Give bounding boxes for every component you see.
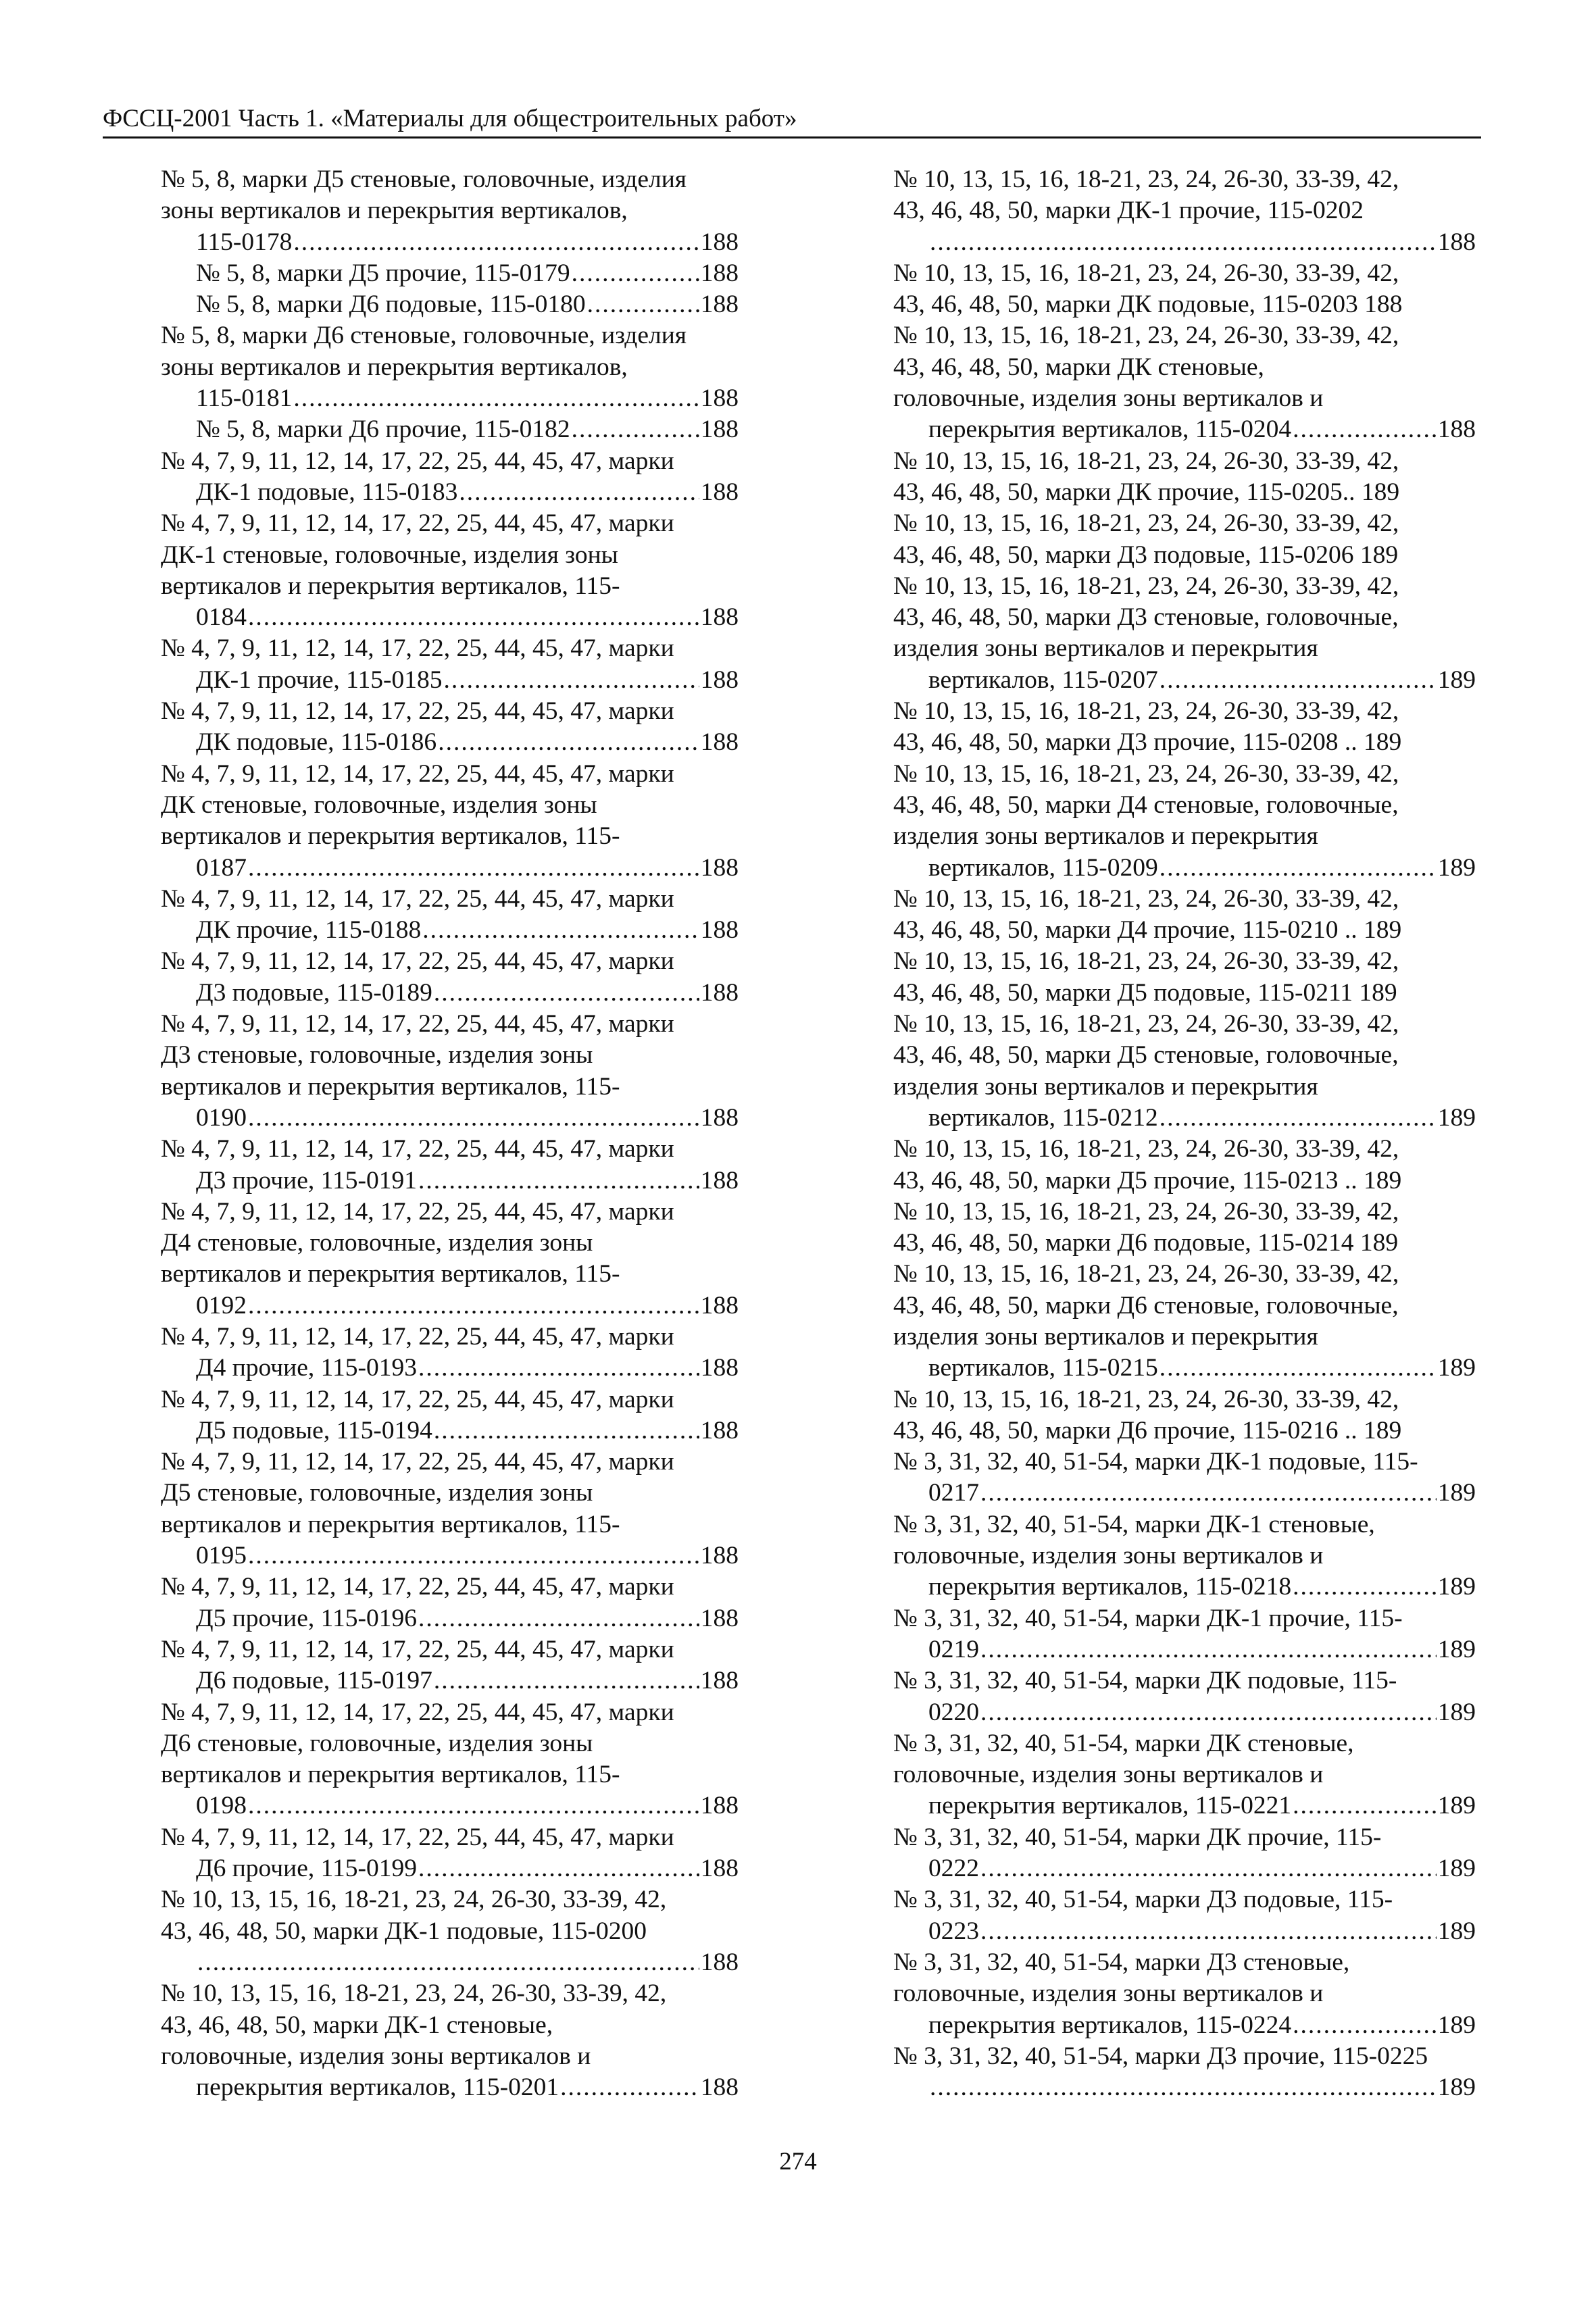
- dot-leader: [572, 258, 699, 289]
- entry-leader-line: [196, 1540, 739, 1571]
- entry-text: 0198: [196, 1792, 247, 1820]
- entry-line: № 5, 8, марки Д5 стеновые, головочные, изделия: [161, 166, 687, 193]
- entry-line: № 4, 7, 9, 11, 12, 14, 17, 22, 25, 44, 45, 47, марки: [161, 634, 674, 663]
- index-entry: [161, 759, 739, 884]
- entry-line: изделия зоны вертикалов и перекрытия: [893, 634, 1318, 663]
- entry-page-number: 188: [700, 384, 739, 413]
- entry-line: № 4, 7, 9, 11, 12, 14, 17, 22, 25, 44, 45, 47, марки: [161, 697, 674, 726]
- entry-page-number: 189: [1437, 1917, 1476, 1945]
- entry-text: 0223: [928, 1917, 979, 1945]
- entry-page-number: 189: [1437, 1635, 1476, 1663]
- index-column-left: [161, 164, 739, 2103]
- entry-leader-line: [196, 227, 739, 258]
- index-entry: [161, 1822, 739, 1885]
- index-entry: [893, 1259, 1476, 1384]
- entry-text: 0220: [928, 1698, 979, 1726]
- entry-line: изделия зоны вертикалов и перекрытия: [893, 1322, 1318, 1351]
- index-entry: [893, 1603, 1476, 1666]
- index-entry: [893, 1665, 1476, 1728]
- index-entry: [161, 164, 739, 258]
- entry-line: Д5 стеновые, головочные, изделия зоны: [161, 1479, 593, 1507]
- entry-line: № 3, 31, 32, 40, 51-54, марки ДК-1 подовые, 115-: [893, 1448, 1418, 1476]
- entry-line: головочные, изделия зоны вертикалов и: [893, 1980, 1324, 2008]
- entry-line: вертикалов и перекрытия вертикалов, 115-: [161, 1761, 620, 1789]
- entry-page-number: 188: [1437, 228, 1476, 256]
- dot-leader: [980, 1853, 1437, 1884]
- entry-page-number: 188: [700, 665, 739, 694]
- entry-text: вертикалов, 115-0212: [928, 1103, 1158, 1132]
- index-entry: [893, 2041, 1476, 2104]
- dot-leader: [248, 853, 699, 884]
- entry-line: Д3 стеновые, головочные, изделия зоны: [161, 1041, 593, 1070]
- entry-line: 43, 46, 48, 50, марки Д6 подовые, 115-0214 189: [893, 1229, 1399, 1257]
- entry-leader-line: [196, 477, 739, 508]
- entry-line: 43, 46, 48, 50, марки Д3 подовые, 115-0206 189: [893, 540, 1399, 569]
- entry-page-number: 189: [1437, 1103, 1476, 1132]
- entry-line: 43, 46, 48, 50, марки Д6 стеновые, головочные,: [893, 1291, 1399, 1319]
- entry-page-number: 188: [700, 1855, 739, 1883]
- entry-leader-line: [196, 414, 739, 445]
- entry-line: № 3, 31, 32, 40, 51-54, марки Д3 подовые, 115-: [893, 1886, 1393, 1914]
- dot-leader: [418, 1853, 699, 1884]
- entry-line: № 3, 31, 32, 40, 51-54, марки ДК подовые, 115-: [893, 1667, 1397, 1695]
- index-entry: [893, 1728, 1476, 1822]
- entry-line: № 10, 13, 15, 16, 18-21, 23, 24, 26-30, 33-39, 42,: [161, 1980, 667, 2008]
- entry-line: № 4, 7, 9, 11, 12, 14, 17, 22, 25, 44, 45, 47, марки: [161, 509, 674, 538]
- entry-leader-line: [196, 1853, 739, 1884]
- entry-page-number: 188: [700, 1416, 739, 1444]
- dot-leader: [1293, 2010, 1437, 2041]
- entry-line: 43, 46, 48, 50, марки Д5 подовые, 115-0211 189: [893, 978, 1397, 1007]
- entry-page-number: 188: [700, 1792, 739, 1820]
- entry-line: № 4, 7, 9, 11, 12, 14, 17, 22, 25, 44, 45, 47, марки: [161, 884, 674, 913]
- entry-line: № 4, 7, 9, 11, 12, 14, 17, 22, 25, 44, 45, 47, марки: [161, 1448, 674, 1476]
- entry-page-number: 188: [700, 603, 739, 632]
- entry-text: вертикалов, 115-0215: [928, 1354, 1158, 1382]
- index-entry: [161, 258, 739, 289]
- page-number: 274: [779, 2148, 817, 2175]
- dot-leader: [443, 665, 699, 696]
- entry-line: № 4, 7, 9, 11, 12, 14, 17, 22, 25, 44, 45, 47, марки: [161, 447, 674, 475]
- dot-leader: [980, 1697, 1437, 1728]
- dot-leader: [418, 1353, 699, 1384]
- dot-leader: [1159, 853, 1437, 884]
- index-entry: [161, 1978, 739, 2103]
- dot-leader: [248, 602, 699, 633]
- entry-line: № 10, 13, 15, 16, 18-21, 23, 24, 26-30, 33-39, 42,: [893, 1385, 1399, 1413]
- entry-line: 43, 46, 48, 50, марки Д6 прочие, 115-0216 .. 189: [893, 1416, 1402, 1444]
- entry-page-number: 188: [700, 291, 739, 319]
- entry-text: Д3 прочие, 115-0191: [196, 1166, 417, 1194]
- entry-page-number: 189: [1437, 1698, 1476, 1726]
- entry-line: № 10, 13, 15, 16, 18-21, 23, 24, 26-30, 33-39, 42,: [893, 1197, 1399, 1226]
- dot-leader: [293, 227, 699, 258]
- entry-line: вертикалов и перекрытия вертикалов, 115-: [161, 572, 620, 600]
- entry-page-number: 188: [700, 2073, 739, 2102]
- index-entry: [893, 759, 1476, 884]
- entry-leader-line: [196, 1665, 739, 1696]
- dot-leader: [459, 477, 699, 508]
- entry-text: 0190: [196, 1103, 247, 1132]
- entry-line: № 4, 7, 9, 11, 12, 14, 17, 22, 25, 44, 45, 47, марки: [161, 1135, 674, 1163]
- index-entry: [893, 1947, 1476, 2041]
- entry-page-number: 189: [1437, 2073, 1476, 2102]
- entry-line: № 4, 7, 9, 11, 12, 14, 17, 22, 25, 44, 45, 47, марки: [161, 1010, 674, 1038]
- dot-leader: [248, 1790, 699, 1821]
- index-entry: [893, 1509, 1476, 1603]
- entry-line: ДК стеновые, головочные, изделия зоны: [161, 790, 597, 819]
- entry-line: № 10, 13, 15, 16, 18-21, 23, 24, 26-30, 33-39, 42,: [893, 1010, 1399, 1038]
- entry-leader-line: [196, 1290, 739, 1322]
- entry-leader-line: [196, 665, 739, 696]
- index-entry: [893, 571, 1476, 696]
- index-column-right: [893, 164, 1476, 2103]
- entry-page-number: 189: [1437, 1855, 1476, 1883]
- entry-line: вертикалов и перекрытия вертикалов, 115-: [161, 1072, 620, 1101]
- entry-text: перекрытия вертикалов, 115-0221: [928, 1792, 1292, 1820]
- index-entry: [893, 446, 1476, 509]
- entry-page-number: 188: [700, 259, 739, 287]
- dot-leader: [1159, 1353, 1437, 1384]
- dot-leader: [1293, 1571, 1437, 1603]
- entry-text: 0184: [196, 603, 247, 632]
- index-entry: [893, 1447, 1476, 1509]
- dot-leader: [248, 1103, 699, 1134]
- index-entry: [161, 320, 739, 414]
- entry-text: 115-0178: [196, 228, 293, 256]
- entry-line: № 10, 13, 15, 16, 18-21, 23, 24, 26-30, 33-39, 42,: [893, 447, 1399, 475]
- entry-page-number: 189: [1437, 1354, 1476, 1382]
- entry-line: 43, 46, 48, 50, марки Д4 стеновые, головочные,: [893, 790, 1399, 819]
- entry-line: зоны вертикалов и перекрытия вертикалов,: [161, 353, 628, 381]
- entry-leader-line: [196, 1603, 739, 1634]
- dot-leader: [930, 227, 1437, 258]
- entry-text: перекрытия вертикалов, 115-0204: [928, 416, 1292, 444]
- index-entry: [893, 164, 1476, 258]
- entry-line: 43, 46, 48, 50, марки ДК-1 подовые, 115-0200: [161, 1917, 647, 1945]
- entry-page-number: 188: [700, 1604, 739, 1632]
- entry-line: № 3, 31, 32, 40, 51-54, марки Д3 стеновые,: [893, 1948, 1350, 1976]
- entry-line: 43, 46, 48, 50, марки Д5 стеновые, головочные,: [893, 1041, 1399, 1070]
- index-entry: [161, 1322, 739, 1384]
- entry-page-number: 188: [700, 916, 739, 945]
- entry-line: 43, 46, 48, 50, марки Д4 прочие, 115-0210 .. 189: [893, 916, 1402, 945]
- entry-leader-line: [196, 1353, 739, 1384]
- dot-leader: [587, 289, 699, 320]
- dot-leader: [1293, 1790, 1437, 1821]
- entry-page-number: 188: [700, 728, 739, 757]
- entry-text: 0192: [196, 1291, 247, 1319]
- entry-leader-line: [196, 1415, 739, 1447]
- entry-line: Д4 стеновые, головочные, изделия зоны: [161, 1229, 593, 1257]
- index-entry: [893, 696, 1476, 759]
- entry-text: Д4 прочие, 115-0193: [196, 1354, 417, 1382]
- entry-line: № 10, 13, 15, 16, 18-21, 23, 24, 26-30, 33-39, 42,: [893, 1260, 1399, 1288]
- entry-line: Д6 стеновые, головочные, изделия зоны: [161, 1729, 593, 1757]
- dot-leader: [293, 383, 699, 414]
- entry-leader-line: [196, 1790, 739, 1821]
- entry-line: № 4, 7, 9, 11, 12, 14, 17, 22, 25, 44, 45, 47, марки: [161, 1322, 674, 1351]
- entry-leader-line: [196, 1947, 739, 1978]
- entry-line: вертикалов и перекрытия вертикалов, 115-: [161, 822, 620, 851]
- entry-leader-line: [928, 1853, 1476, 1884]
- entry-page-number: 188: [700, 478, 739, 506]
- index-entry: [161, 414, 739, 445]
- entry-text: № 5, 8, марки Д6 прочие, 115-0182: [196, 416, 570, 444]
- entry-page-number: 188: [1437, 416, 1476, 444]
- entry-text: перекрытия вертикалов, 115-0218: [928, 1573, 1292, 1601]
- entry-line: 43, 46, 48, 50, марки Д3 стеновые, головочные,: [893, 603, 1399, 632]
- entry-text: ДК-1 прочие, 115-0185: [196, 665, 443, 694]
- dot-leader: [418, 1603, 699, 1634]
- entry-leader-line: [928, 1634, 1476, 1665]
- entry-page-number: 188: [700, 1948, 739, 1976]
- entry-line: изделия зоны вертикалов и перекрытия: [893, 822, 1318, 851]
- index-entry: [161, 446, 739, 509]
- entry-leader-line: [196, 289, 739, 320]
- dot-leader: [434, 1415, 699, 1447]
- index-entry: [161, 1009, 739, 1134]
- dot-leader: [560, 2072, 699, 2103]
- entry-text: 115-0181: [196, 384, 293, 413]
- index-entry: [161, 1571, 739, 1634]
- entry-leader-line: [928, 1916, 1476, 1947]
- entry-line: № 4, 7, 9, 11, 12, 14, 17, 22, 25, 44, 45, 47, марки: [161, 947, 674, 976]
- entry-line: № 3, 31, 32, 40, 51-54, марки ДК прочие, 115-: [893, 1823, 1382, 1851]
- entry-line: вертикалов и перекрытия вертикалов, 115-: [161, 1260, 620, 1288]
- entry-line: № 4, 7, 9, 11, 12, 14, 17, 22, 25, 44, 45, 47, марки: [161, 759, 674, 788]
- entry-line: 43, 46, 48, 50, марки Д5 прочие, 115-0213 .. 189: [893, 1166, 1402, 1194]
- entry-leader-line: [196, 2072, 739, 2103]
- index-entry: [893, 1384, 1476, 1447]
- dot-leader: [1293, 414, 1437, 445]
- entry-text: ДК-1 подовые, 115-0183: [196, 478, 458, 506]
- entry-line: № 10, 13, 15, 16, 18-21, 23, 24, 26-30, 33-39, 42,: [893, 697, 1399, 726]
- dot-leader: [980, 1634, 1437, 1665]
- entry-page-number: 188: [700, 1667, 739, 1695]
- dot-leader: [418, 1165, 699, 1197]
- dot-leader: [1159, 1103, 1437, 1134]
- entry-line: 43, 46, 48, 50, марки ДК-1 прочие, 115-0202: [893, 197, 1364, 225]
- entry-line: № 4, 7, 9, 11, 12, 14, 17, 22, 25, 44, 45, 47, марки: [161, 1635, 674, 1663]
- entry-leader-line: [196, 1165, 739, 1197]
- entry-leader-line: [196, 1103, 739, 1134]
- entry-line: вертикалов и перекрытия вертикалов, 115-: [161, 1510, 620, 1538]
- entry-leader-line: [928, 665, 1476, 696]
- entry-page-number: 189: [1437, 1792, 1476, 1820]
- entry-text: перекрытия вертикалов, 115-0201: [196, 2073, 559, 2102]
- index-entry: [161, 1884, 739, 1978]
- entry-page-number: 188: [700, 416, 739, 444]
- entry-line: головочные, изделия зоны вертикалов и: [893, 384, 1324, 413]
- entry-leader-line: [928, 2072, 1476, 2103]
- entry-text: Д6 прочие, 115-0199: [196, 1855, 417, 1883]
- index-entry: [161, 633, 739, 696]
- dot-leader: [1159, 665, 1437, 696]
- entry-leader-line: [928, 1790, 1476, 1821]
- entry-line: ДК-1 стеновые, головочные, изделия зоны: [161, 540, 618, 569]
- entry-line: № 10, 13, 15, 16, 18-21, 23, 24, 26-30, 33-39, 42,: [893, 322, 1399, 350]
- entry-line: № 10, 13, 15, 16, 18-21, 23, 24, 26-30, 33-39, 42,: [893, 509, 1399, 538]
- entry-text: 0222: [928, 1855, 979, 1883]
- entry-line: № 10, 13, 15, 16, 18-21, 23, 24, 26-30, 33-39, 42,: [893, 759, 1399, 788]
- entry-text: Д3 подовые, 115-0189: [196, 978, 432, 1007]
- dot-leader: [197, 1947, 699, 1978]
- entry-leader-line: [928, 1478, 1476, 1509]
- index-entry: [893, 258, 1476, 321]
- index-entry: [161, 1447, 739, 1571]
- entry-line: изделия зоны вертикалов и перекрытия: [893, 1072, 1318, 1101]
- index-entry: [893, 1197, 1476, 1259]
- entry-text: вертикалов, 115-0209: [928, 853, 1158, 882]
- index-entry: [161, 1634, 739, 1697]
- entry-leader-line: [928, 853, 1476, 884]
- index-entry: [893, 946, 1476, 1009]
- entry-line: № 3, 31, 32, 40, 51-54, марки ДК-1 прочие, 115-: [893, 1604, 1403, 1632]
- entry-page-number: 188: [700, 228, 739, 256]
- entry-leader-line: [196, 258, 739, 289]
- index-entry: [893, 1009, 1476, 1134]
- entry-line: 43, 46, 48, 50, марки ДК стеновые,: [893, 353, 1264, 381]
- entry-text: Д6 подовые, 115-0197: [196, 1667, 432, 1695]
- entry-page-number: 188: [700, 1542, 739, 1570]
- entry-leader-line: [196, 978, 739, 1009]
- entry-text: 0195: [196, 1542, 247, 1570]
- entry-line: 43, 46, 48, 50, марки ДК подовые, 115-0203 188: [893, 291, 1403, 319]
- entry-line: № 10, 13, 15, 16, 18-21, 23, 24, 26-30, 33-39, 42,: [893, 947, 1399, 976]
- entry-page-number: 189: [1437, 1573, 1476, 1601]
- dot-leader: [248, 1290, 699, 1322]
- entry-line: головочные, изделия зоны вертикалов и: [893, 1761, 1324, 1789]
- entry-leader-line: [928, 227, 1476, 258]
- index-entry: [161, 1697, 739, 1822]
- dot-leader: [422, 915, 699, 946]
- entry-text: Д5 прочие, 115-0196: [196, 1604, 417, 1632]
- index-entry: [893, 508, 1476, 571]
- entry-page-number: 188: [700, 978, 739, 1007]
- entry-text: № 5, 8, марки Д6 подовые, 115-0180: [196, 291, 586, 319]
- index-entry: [161, 289, 739, 320]
- dot-leader: [572, 414, 699, 445]
- entry-leader-line: [928, 2010, 1476, 2041]
- entry-line: 43, 46, 48, 50, марки Д3 прочие, 115-0208 .. 189: [893, 728, 1402, 757]
- index-entry: [893, 884, 1476, 947]
- entry-text: вертикалов, 115-0207: [928, 665, 1158, 694]
- entry-text: 0219: [928, 1635, 979, 1663]
- entry-leader-line: [928, 1103, 1476, 1134]
- page-header: ФССЦ-2001 Часть 1. «Материалы для общестроительных работ»: [103, 104, 1481, 139]
- dot-leader: [930, 2072, 1437, 2103]
- entry-line: № 4, 7, 9, 11, 12, 14, 17, 22, 25, 44, 45, 47, марки: [161, 1385, 674, 1413]
- entry-line: № 4, 7, 9, 11, 12, 14, 17, 22, 25, 44, 45, 47, марки: [161, 1197, 674, 1226]
- entry-line: 43, 46, 48, 50, марки ДК прочие, 115-0205.. 189: [893, 478, 1400, 506]
- entry-line: № 3, 31, 32, 40, 51-54, марки ДК-1 стеновые,: [893, 1510, 1375, 1538]
- index-entry: [893, 1134, 1476, 1197]
- entry-line: головочные, изделия зоны вертикалов и: [893, 1542, 1324, 1570]
- entry-leader-line: [196, 383, 739, 414]
- entry-page-number: 188: [700, 1291, 739, 1319]
- entry-text: перекрытия вертикалов, 115-0224: [928, 2011, 1292, 2039]
- entry-text: Д5 подовые, 115-0194: [196, 1416, 432, 1444]
- entry-leader-line: [196, 853, 739, 884]
- index-entry: [161, 696, 739, 759]
- entry-line: № 4, 7, 9, 11, 12, 14, 17, 22, 25, 44, 45, 47, марки: [161, 1698, 674, 1726]
- entry-leader-line: [196, 727, 739, 758]
- entry-text: ДК подовые, 115-0186: [196, 728, 437, 757]
- dot-leader: [434, 1665, 699, 1696]
- dot-leader: [980, 1478, 1437, 1509]
- dot-leader: [248, 1540, 699, 1571]
- entry-line: 43, 46, 48, 50, марки ДК-1 стеновые,: [161, 2011, 553, 2039]
- entry-leader-line: [928, 414, 1476, 445]
- entry-line: № 10, 13, 15, 16, 18-21, 23, 24, 26-30, 33-39, 42,: [893, 1135, 1399, 1163]
- entry-page-number: 189: [1437, 1479, 1476, 1507]
- entry-text: 0187: [196, 853, 247, 882]
- entry-leader-line: [196, 915, 739, 946]
- entry-line: № 3, 31, 32, 40, 51-54, марки Д3 прочие, 115-0225: [893, 2042, 1428, 2070]
- entry-leader-line: [928, 1353, 1476, 1384]
- entry-line: № 10, 13, 15, 16, 18-21, 23, 24, 26-30, 33-39, 42,: [893, 884, 1399, 913]
- entry-line: № 4, 7, 9, 11, 12, 14, 17, 22, 25, 44, 45, 47, марки: [161, 1823, 674, 1851]
- index-entry: [161, 1384, 739, 1447]
- entry-page-number: 188: [700, 853, 739, 882]
- entry-page-number: 188: [700, 1354, 739, 1382]
- entry-line: № 10, 13, 15, 16, 18-21, 23, 24, 26-30, 33-39, 42,: [893, 166, 1399, 193]
- entry-page-number: 188: [700, 1103, 739, 1132]
- index-entry: [161, 946, 739, 1009]
- dot-leader: [438, 727, 699, 758]
- entry-text: ДК прочие, 115-0188: [196, 916, 422, 945]
- entry-line: № 10, 13, 15, 16, 18-21, 23, 24, 26-30, 33-39, 42,: [893, 259, 1399, 287]
- entry-page-number: 189: [1437, 2011, 1476, 2039]
- entry-text: 0217: [928, 1479, 979, 1507]
- entry-leader-line: [928, 1571, 1476, 1603]
- index-entry: [161, 1134, 739, 1197]
- dot-leader: [980, 1916, 1437, 1947]
- entry-leader-line: [928, 1697, 1476, 1728]
- index-entry: [893, 1822, 1476, 1885]
- entry-page-number: 188: [700, 1166, 739, 1194]
- entry-page-number: 189: [1437, 853, 1476, 882]
- entry-line: головочные, изделия зоны вертикалов и: [161, 2042, 591, 2070]
- index-entry: [161, 1197, 739, 1322]
- entry-line: зоны вертикалов и перекрытия вертикалов,: [161, 197, 628, 225]
- entry-page-number: 189: [1437, 665, 1476, 694]
- entry-line: № 3, 31, 32, 40, 51-54, марки ДК стеновые,: [893, 1729, 1354, 1757]
- index-entry: [161, 508, 739, 633]
- entry-line: № 10, 13, 15, 16, 18-21, 23, 24, 26-30, 33-39, 42,: [893, 572, 1399, 600]
- entry-leader-line: [196, 602, 739, 633]
- index-entry: [893, 1884, 1476, 1947]
- entry-line: № 4, 7, 9, 11, 12, 14, 17, 22, 25, 44, 45, 47, марки: [161, 1573, 674, 1601]
- index-entry: [161, 884, 739, 947]
- entry-text: № 5, 8, марки Д5 прочие, 115-0179: [196, 259, 570, 287]
- entry-line: № 10, 13, 15, 16, 18-21, 23, 24, 26-30, 33-39, 42,: [161, 1886, 667, 1914]
- entry-line: № 5, 8, марки Д6 стеновые, головочные, изделия: [161, 322, 687, 350]
- index-entry: [893, 320, 1476, 445]
- dot-leader: [434, 978, 699, 1009]
